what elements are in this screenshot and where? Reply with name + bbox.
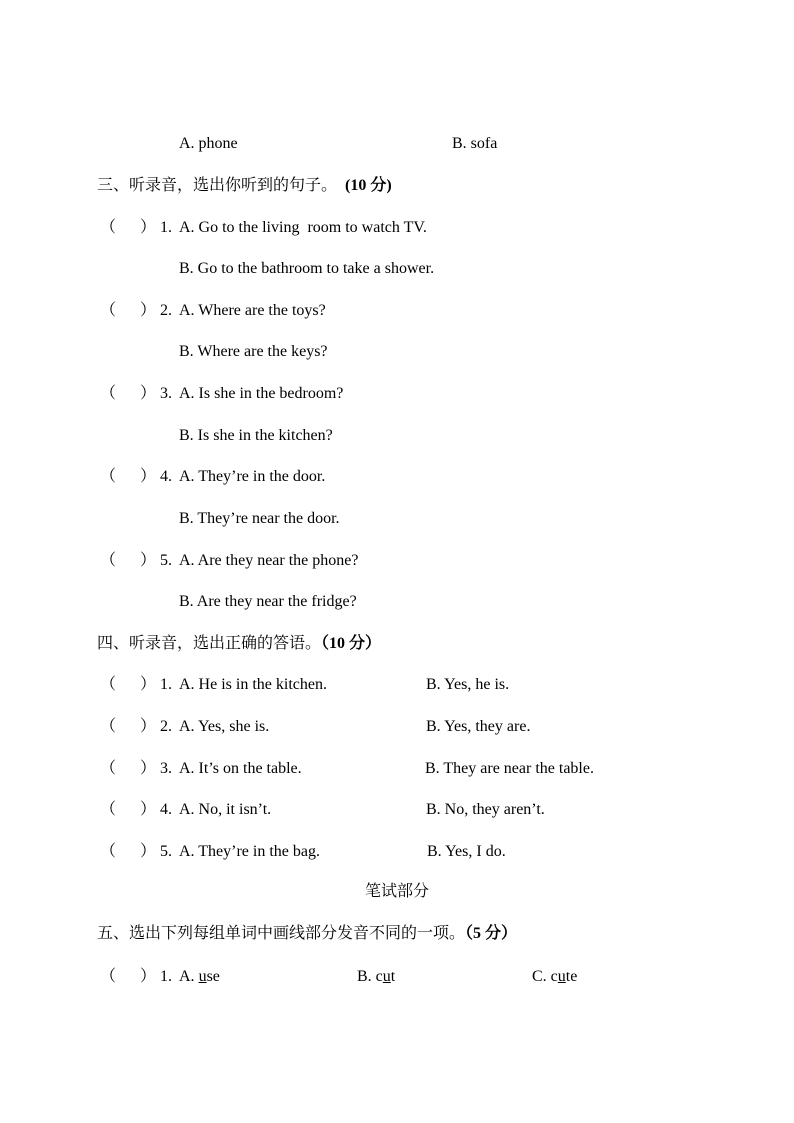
option-a: A. Where are the toys? [179, 302, 326, 319]
option-c [532, 967, 577, 987]
option-b-rest: t [390, 968, 396, 985]
answer-blank[interactable]: （ ） [100, 676, 157, 693]
answer-blank[interactable]: （ ） [100, 968, 157, 985]
option-a-underlined: u [198, 968, 207, 985]
option-a: A. They’re in the door. [179, 468, 326, 485]
section4-score: （10 分） [321, 635, 382, 652]
section3-heading [97, 176, 392, 196]
item-number: 5. [160, 843, 172, 860]
option-b [357, 967, 395, 987]
option-a: A. No, it isn’t. [179, 801, 272, 818]
answer-blank[interactable]: （ ） [100, 219, 157, 236]
q2-option-a: A. phone [179, 135, 238, 152]
option-b: B. Where are the keys? [179, 343, 328, 360]
section3-title: 三、听录音，选出你听到的句子。 [97, 177, 338, 194]
option-a: A. Yes, she is. [179, 718, 270, 735]
section5-score: （5 分） [465, 925, 518, 942]
option-a-rest: se [206, 968, 220, 985]
option-c-rest: te [565, 968, 578, 985]
option-b: B. They are near the table. [425, 760, 594, 777]
answer-blank[interactable]: （ ） [100, 468, 157, 485]
option-b: B. They’re near the door. [179, 510, 340, 527]
option-a: A. He is in the kitchen. [179, 676, 327, 693]
option-a-prefix: A. [179, 968, 199, 985]
answer-blank[interactable]: （ ） [100, 801, 157, 818]
item-number: 5. [160, 552, 172, 569]
item-number: 1. [160, 676, 172, 693]
answer-blank[interactable]: （ ） [100, 843, 157, 860]
item-number: 3. [160, 760, 172, 777]
option-b: B. Are they near the fridge? [179, 593, 357, 610]
section5-title: 五、选出下列每组单词中画线部分发音不同的一项。 [97, 925, 466, 942]
item-number: 2. [160, 718, 172, 735]
answer-blank[interactable]: （ ） [100, 552, 157, 569]
option-b: B. No, they aren’t. [426, 801, 545, 818]
option-b: B. Yes, I do. [427, 843, 506, 860]
option-a: A. Are they near the phone? [179, 552, 359, 569]
option-b-prefix: B. c [357, 968, 383, 985]
option-c-underlined: u [557, 968, 566, 985]
option-a: A. Go to the living room to watch TV. [179, 219, 427, 236]
option-b: B. Is she in the kitchen? [179, 427, 333, 444]
answer-blank[interactable]: （ ） [100, 302, 157, 319]
option-a: A. They’re in the bag. [179, 843, 320, 860]
answer-blank[interactable]: （ ） [100, 385, 157, 402]
section4-heading [97, 634, 381, 654]
item-number: 1. [160, 219, 172, 236]
option-c-prefix: C. c [532, 968, 558, 985]
q2-option-b: B. sofa [452, 135, 498, 152]
option-a: A. It’s on the table. [179, 760, 302, 777]
written-part-title: 笔试部分 [364, 883, 429, 900]
option-a: A. Is she in the bedroom? [179, 385, 344, 402]
item-number: 3. [160, 385, 172, 402]
item-number: 2. [160, 302, 172, 319]
section5-heading [97, 924, 517, 944]
item-number: 1. [160, 968, 172, 985]
section3-score: (10 分) [345, 177, 392, 194]
item-number: 4. [160, 801, 172, 818]
option-b-underlined: u [382, 968, 391, 985]
option-b: B. Yes, he is. [426, 676, 510, 693]
answer-blank[interactable]: （ ） [100, 760, 157, 777]
option-a [179, 967, 220, 987]
option-b: B. Yes, they are. [426, 718, 531, 735]
item-number: 4. [160, 468, 172, 485]
answer-blank[interactable]: （ ） [100, 718, 157, 735]
option-b: B. Go to the bathroom to take a shower. [179, 260, 435, 277]
section4-title: 四、听录音，选出正确的答语。 [97, 635, 322, 652]
